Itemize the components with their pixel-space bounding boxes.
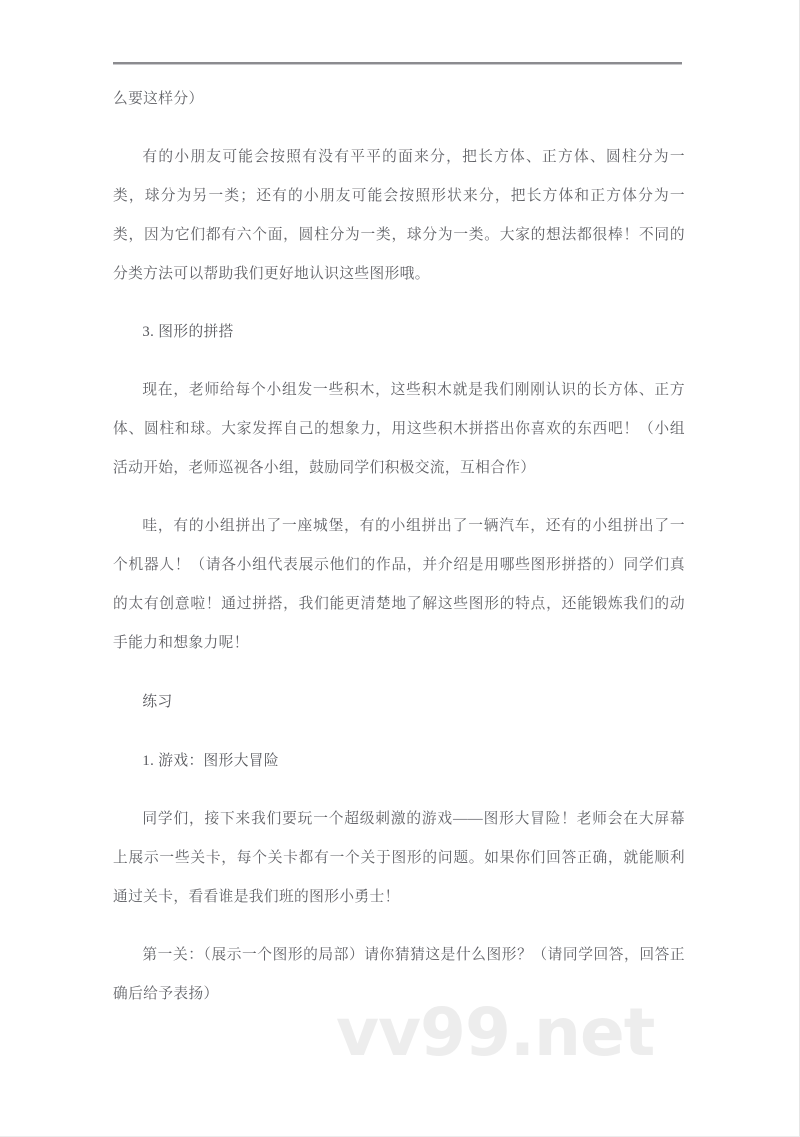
paragraph-building-blocks: 现在，老师给每个小组发一些积木，这些积木就是我们刚刚认识的长方体、正方体、圆柱和球。大家发挥自己的想象力，用这些积木拼搭出你喜欢的东西吧！（小组活动开始，老师巡视各小组，鼓励同学们积极交流，互相合作） bbox=[113, 382, 685, 476]
paragraph-spacer bbox=[113, 294, 685, 313]
paragraph-spacer bbox=[113, 352, 685, 371]
paragraph-spacer bbox=[113, 722, 685, 742]
site-watermark: vv99.net bbox=[336, 994, 655, 1071]
paragraph-spacer bbox=[113, 119, 685, 138]
heading-shape-assembly: 3. 图形的拼搭 bbox=[142, 324, 234, 340]
paragraph-spacer bbox=[113, 917, 685, 936]
paragraph-classification-methods: 有的小朋友可能会按照有没有平平的面来分，把长方体、正方体、圆柱分为一类，球分为另一类；还有的小朋友可能会按照形状来分，把长方体和正方体分为一类，因为它们都有六个面，圆柱分为一类，球分为一类。大家的想法都很棒！不同的分类方法可以帮助我们更好地认识这些图形哦。 bbox=[113, 149, 685, 282]
paragraph-spacer bbox=[113, 663, 685, 683]
paragraph-group-creations: 哇，有的小组拼出了一座城堡，有的小组拼出了一辆汽车，还有的小组拼出了一个机器人！（请各小组代表展示他们的作品，并介绍是用哪些图形拼搭的）同学们真的太有创意啦！通过拼搭，我们能更清楚地了解这些图形的特点，还能锻炼我们的动手能力和想象力呢！ bbox=[113, 518, 685, 651]
header-rule bbox=[113, 62, 682, 65]
paragraph-spacer bbox=[113, 781, 685, 800]
paragraph-spacer bbox=[113, 488, 685, 507]
heading-game-shape-adventure: 1. 游戏：图形大冒险 bbox=[142, 753, 279, 769]
paragraph-continued-line: 么要这样分） bbox=[113, 91, 204, 107]
heading-exercises: 练习 bbox=[142, 694, 173, 710]
header-rule-line bbox=[113, 62, 682, 65]
paragraph-game-introduction: 同学们，接下来我们要玩一个超级刺激的游戏——图形大冒险！老师会在大屏幕上展示一些关卡，每个关卡都有一个关于图形的问题。如果你们回答正确，就能顺利通过关卡，看看谁是我们班的图形小勇士！ bbox=[113, 811, 685, 905]
paragraph-level-one: 第一关：（展示一个图形的局部）请你猜猜这是什么图形？（请同学回答，回答正确后给予表扬） bbox=[113, 947, 685, 1002]
document-body bbox=[113, 80, 685, 1014]
